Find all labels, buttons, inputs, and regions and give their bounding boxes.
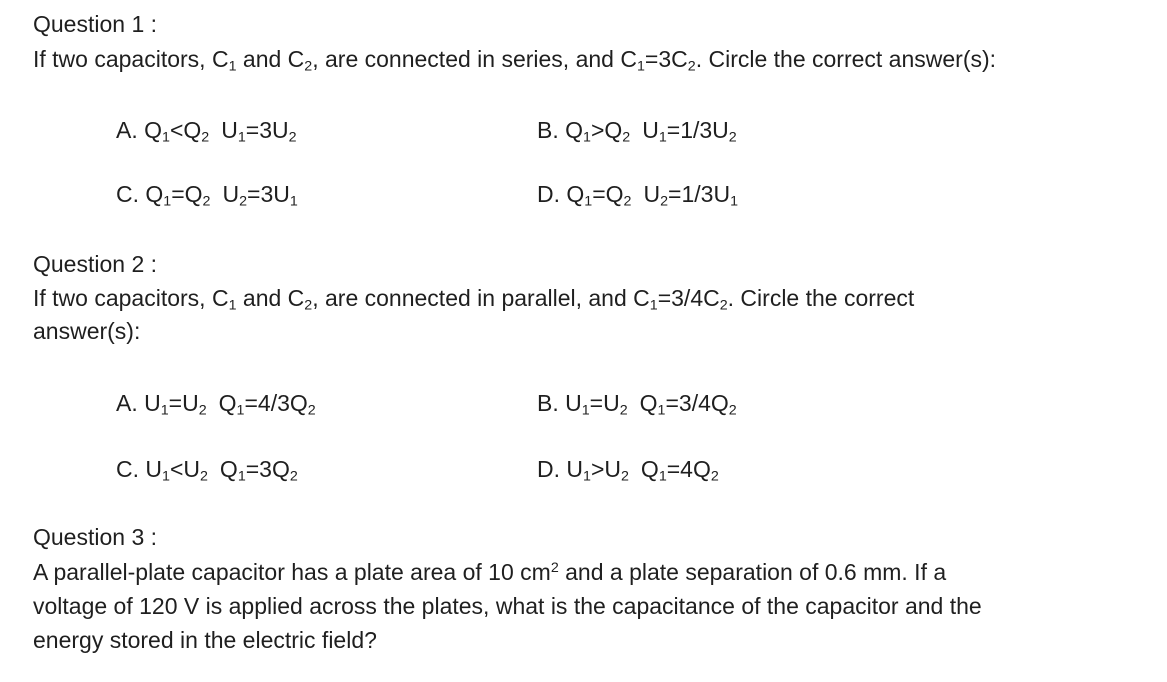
question-1-label: Question 1 : [33, 11, 158, 37]
question-3-text-line-1: A parallel-plate capacitor has a plate area of 10 $cm^2$ and a plate separation of 0.6 mm. If a [33, 559, 947, 585]
question-2-option-b[interactable]: B. $U_1=U_2$ $Q_1=3/4Q_2$ [537, 390, 737, 419]
question-2-option-a[interactable]: A. $U_1=U_2$ $Q_1=4/3Q_2$ [116, 390, 316, 419]
question-2-text-line-2: answer(s): [33, 318, 141, 344]
question-2-option-d[interactable]: D. $U_1>U_2$ $Q_1=4Q_2$ [537, 456, 719, 485]
question-1-text: If two capacitors, $C_1$ and $C_2$, are connected in series, and $C_1=3C_2$. Circle the correct answer(s): [33, 46, 997, 75]
question-1-option-c[interactable]: C. $Q_1=Q_2$ $U_2=3U_1$ [116, 181, 298, 210]
question-2-option-c[interactable]: C. $U_1<U_2$ $Q_1=3Q_2$ [116, 456, 298, 485]
question-3-label: Question 3 : [33, 524, 158, 550]
question-1-option-b[interactable]: B. $Q_1>Q_2$ $U_1=1/3U_2$ [537, 117, 737, 146]
question-3-text-line-3: energy stored in the electric field? [33, 627, 377, 653]
question-3-text-line-2: voltage of 120 V is applied across the plates, what is the capacitance of the capacitor and the [33, 593, 982, 619]
question-1-option-d[interactable]: D. $Q_1=Q_2$ $U_2=1/3U_1$ [537, 181, 738, 210]
question-1-option-a[interactable]: A. $Q_1<Q_2$ $U_1=3U_2$ [116, 117, 297, 146]
question-2-text-line-1: If two capacitors, $C_1$ and $C_2$, are connected in parallel, and $C_1=3/4C_2$. Circle the correct [33, 285, 915, 314]
question-2-label: Question 2 : [33, 251, 158, 277]
